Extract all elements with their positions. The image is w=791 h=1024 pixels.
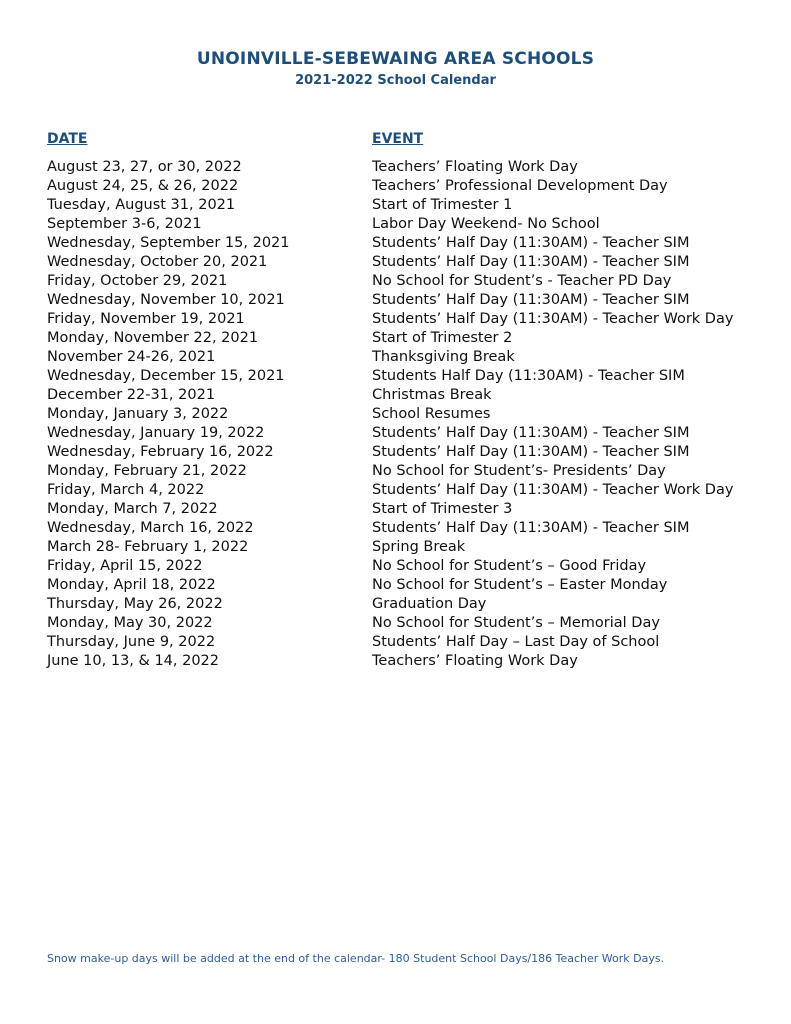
calendar-row — [0, 196, 791, 215]
row-date: Monday, April 18, 2022 — [47, 577, 216, 593]
calendar-row — [0, 519, 791, 538]
row-date: Wednesday, January 19, 2022 — [47, 425, 265, 441]
row-event: Start of Trimester 1 — [372, 197, 513, 213]
row-date: Monday, February 21, 2022 — [47, 463, 247, 479]
row-event: Teachers’ Floating Work Day — [372, 653, 578, 669]
row-date: Wednesday, October 20, 2021 — [47, 254, 268, 270]
row-event: Students’ Half Day (11:30AM) - Teacher SIM — [372, 254, 690, 270]
row-event: Spring Break — [372, 539, 466, 555]
date-column-header: DATE — [47, 131, 88, 147]
row-date: Thursday, May 26, 2022 — [47, 596, 223, 612]
calendar-row — [0, 310, 791, 329]
calendar-row — [0, 576, 791, 595]
row-date: December 22-31, 2021 — [47, 387, 216, 403]
page-subtitle: 2021-2022 School Calendar — [295, 73, 496, 88]
calendar-row — [0, 215, 791, 234]
row-date: Monday, March 7, 2022 — [47, 501, 218, 517]
row-date: Friday, April 15, 2022 — [47, 558, 203, 574]
row-event: Students’ Half Day (11:30AM) - Teacher SIM — [372, 520, 690, 536]
row-date: Wednesday, December 15, 2021 — [47, 368, 285, 384]
calendar-row — [0, 614, 791, 633]
row-event: School Resumes — [372, 406, 491, 422]
row-event: No School for Student’s – Memorial Day — [372, 615, 660, 631]
row-date: Monday, November 22, 2021 — [47, 330, 259, 346]
calendar-row — [0, 272, 791, 291]
row-event: Labor Day Weekend- No School — [372, 216, 600, 232]
calendar-row — [0, 481, 791, 500]
calendar-row — [0, 443, 791, 462]
row-date: August 24, 25, & 26, 2022 — [47, 178, 239, 194]
calendar-row — [0, 291, 791, 310]
row-date: Monday, May 30, 2022 — [47, 615, 213, 631]
calendar-row — [0, 652, 791, 671]
calendar-row — [0, 234, 791, 253]
calendar-row — [0, 633, 791, 652]
row-event: No School for Student’s – Easter Monday — [372, 577, 668, 593]
calendar-row — [0, 348, 791, 367]
row-event: Students’ Half Day – Last Day of School — [372, 634, 660, 650]
row-event: No School for Student’s - Teacher PD Day — [372, 273, 672, 289]
calendar-row — [0, 538, 791, 557]
row-date: Tuesday, August 31, 2021 — [47, 197, 236, 213]
row-event: No School for Student’s – Good Friday — [372, 558, 647, 574]
event-column-header: EVENT — [372, 131, 424, 147]
row-date: Thursday, June 9, 2022 — [47, 634, 216, 650]
row-event: Students’ Half Day (11:30AM) - Teacher SIM — [372, 425, 690, 441]
row-event: Students’ Half Day (11:30AM) - Teacher Work Day — [372, 482, 734, 498]
calendar-row — [0, 557, 791, 576]
row-date: June 10, 13, & 14, 2022 — [47, 653, 220, 669]
row-event: Teachers’ Floating Work Day — [372, 159, 578, 175]
row-event: Students’ Half Day (11:30AM) - Teacher Work Day — [372, 311, 734, 327]
row-event: Christmas Break — [372, 387, 492, 403]
row-event: Students’ Half Day (11:30AM) - Teacher SIM — [372, 235, 690, 251]
row-event: Start of Trimester 2 — [372, 330, 513, 346]
row-date: September 3-6, 2021 — [47, 216, 202, 232]
row-date: Wednesday, November 10, 2021 — [47, 292, 285, 308]
row-date: March 28- February 1, 2022 — [47, 539, 249, 555]
page-title: UNOINVILLE-SEBEWAING AREA SCHOOLS — [196, 49, 595, 69]
calendar-row — [0, 405, 791, 424]
row-date: Wednesday, February 16, 2022 — [47, 444, 274, 460]
calendar-row — [0, 462, 791, 481]
row-date: November 24-26, 2021 — [47, 349, 216, 365]
calendar-row — [0, 329, 791, 348]
calendar-list — [0, 158, 791, 671]
row-event: Students’ Half Day (11:30AM) - Teacher SIM — [372, 292, 690, 308]
row-event: No School for Student’s- Presidents’ Day — [372, 463, 666, 479]
row-date: Friday, November 19, 2021 — [47, 311, 245, 327]
row-event: Start of Trimester 3 — [372, 501, 513, 517]
calendar-row — [0, 367, 791, 386]
calendar-row — [0, 253, 791, 272]
row-date: Wednesday, September 15, 2021 — [47, 235, 290, 251]
row-date: August 23, 27, or 30, 2022 — [47, 159, 242, 175]
calendar-row — [0, 595, 791, 614]
row-event: Students’ Half Day (11:30AM) - Teacher SIM — [372, 444, 690, 460]
row-date: Monday, January 3, 2022 — [47, 406, 229, 422]
row-event: Graduation Day — [372, 596, 487, 612]
row-event: Teachers’ Professional Development Day — [372, 178, 668, 194]
calendar-row — [0, 424, 791, 443]
row-event: Thanksgiving Break — [372, 349, 515, 365]
row-event: Students Half Day (11:30AM) - Teacher SIM — [372, 368, 685, 384]
row-date: Wednesday, March 16, 2022 — [47, 520, 254, 536]
row-date: Friday, October 29, 2021 — [47, 273, 228, 289]
calendar-row — [0, 386, 791, 405]
row-date: Friday, March 4, 2022 — [47, 482, 205, 498]
footer-note: Snow make-up days will be added at the end of the calendar- 180 Student School Days/186 Teacher Work Days. — [47, 952, 665, 965]
calendar-row — [0, 158, 791, 177]
calendar-row — [0, 177, 791, 196]
calendar-row — [0, 500, 791, 519]
